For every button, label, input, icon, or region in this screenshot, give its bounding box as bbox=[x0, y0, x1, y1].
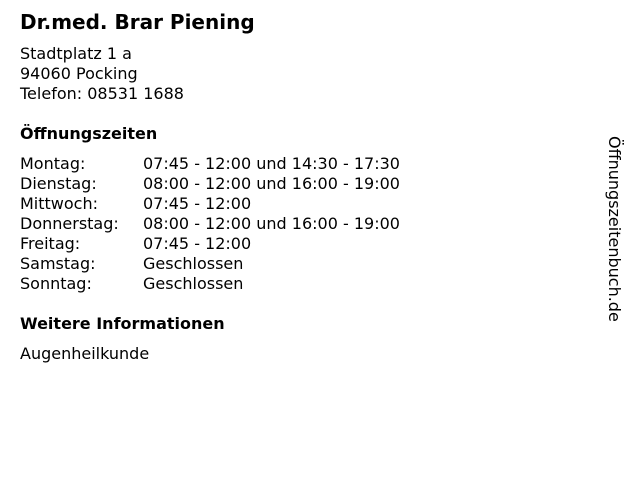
day-label: Montag: bbox=[20, 154, 86, 173]
hours-row-wednesday bbox=[20, 194, 400, 214]
hours-row-thursday bbox=[20, 214, 400, 234]
time-value: Geschlossen bbox=[143, 274, 244, 293]
day-label: Dienstag: bbox=[20, 174, 97, 193]
time-value: Geschlossen bbox=[143, 254, 244, 273]
further-info-heading: Weitere Informationen bbox=[20, 314, 225, 333]
time-value: 07:45 - 12:00 bbox=[143, 194, 252, 213]
day-label: Sonntag: bbox=[20, 274, 92, 293]
street-address: Stadtplatz 1 a bbox=[20, 44, 132, 63]
day-label: Freitag: bbox=[20, 234, 81, 253]
hours-row-monday bbox=[20, 154, 400, 174]
day-label: Mittwoch: bbox=[20, 194, 98, 213]
hours-row-friday bbox=[20, 234, 400, 254]
watermark-text: Öffnungszeitenbuch.de bbox=[605, 136, 624, 322]
time-value: 07:45 - 12:00 bbox=[143, 234, 252, 253]
time-value: 08:00 - 12:00 und 16:00 - 19:00 bbox=[143, 174, 400, 193]
day-label: Samstag: bbox=[20, 254, 96, 273]
time-value: 08:00 - 12:00 und 16:00 - 19:00 bbox=[143, 214, 400, 233]
address-block bbox=[20, 44, 184, 104]
practice-name: Dr.med. Brar Piening bbox=[20, 10, 255, 34]
hours-row-sunday bbox=[20, 274, 400, 294]
hours-row-tuesday bbox=[20, 174, 400, 194]
specialty-text: Augenheilkunde bbox=[20, 344, 150, 363]
opening-hours-table bbox=[20, 154, 400, 294]
opening-hours-heading: Öffnungszeiten bbox=[20, 124, 158, 143]
day-label: Donnerstag: bbox=[20, 214, 119, 233]
time-value: 07:45 - 12:00 und 14:30 - 17:30 bbox=[143, 154, 400, 173]
city-address: 94060 Pocking bbox=[20, 64, 138, 83]
phone-number: Telefon: 08531 1688 bbox=[20, 84, 184, 103]
hours-row-saturday bbox=[20, 254, 400, 274]
